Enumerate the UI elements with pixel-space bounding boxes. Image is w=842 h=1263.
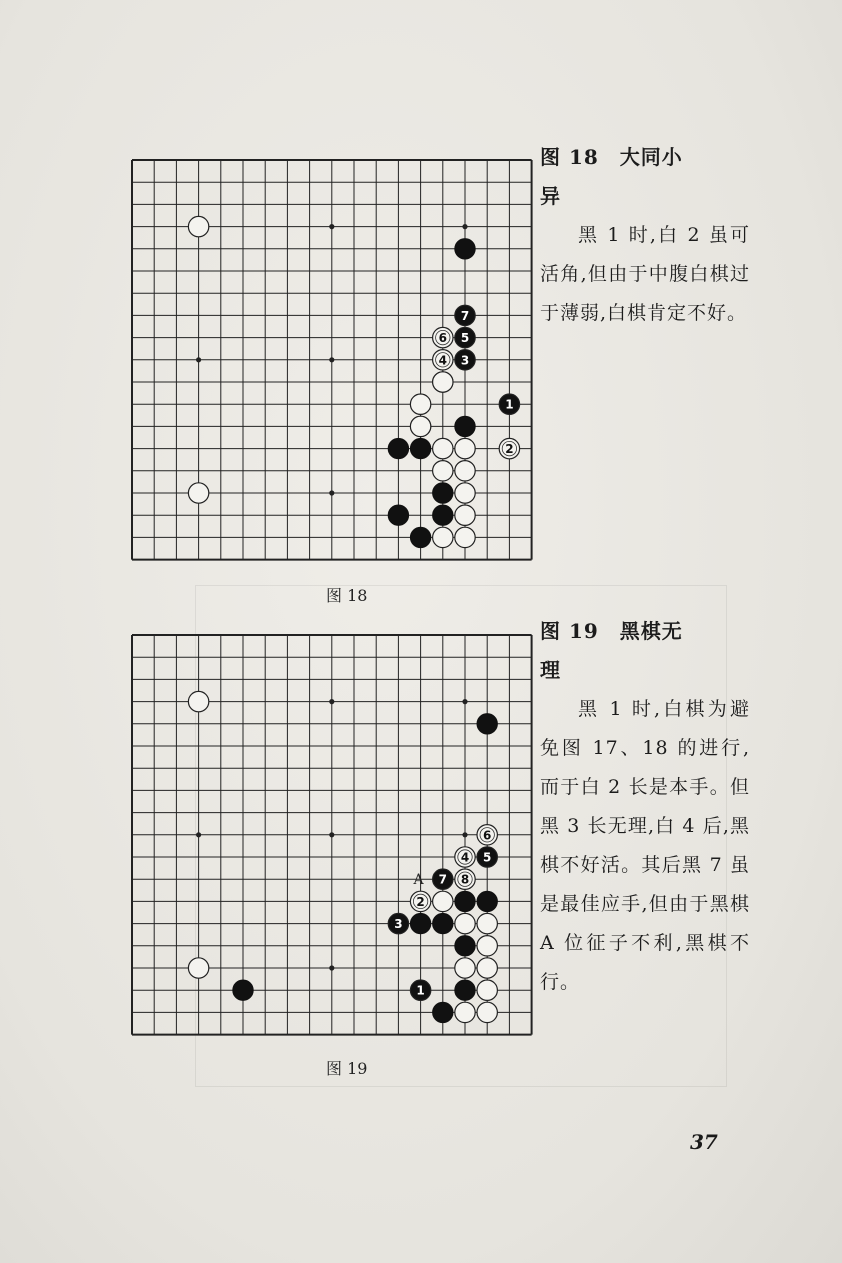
black-stone (477, 714, 497, 734)
black-stone-numbered (477, 847, 497, 867)
star-point (329, 832, 334, 837)
white-stone (433, 461, 453, 481)
star-point (329, 224, 334, 229)
black-stone (410, 913, 430, 933)
black-stone-numbered (455, 327, 475, 347)
go-board-figure-19 (120, 625, 540, 1045)
black-stone (433, 1002, 453, 1022)
black-stone (477, 891, 497, 911)
black-stone-numbered (388, 913, 408, 933)
black-stone (233, 980, 253, 1000)
figure-19-title: 图 19 黑棋无 理 (540, 619, 683, 682)
white-stone (433, 891, 453, 911)
figure-19-text (540, 612, 750, 1002)
white-stone (410, 394, 430, 414)
black-stone (410, 438, 430, 458)
white-stone (455, 483, 475, 503)
figure-19-body: 黑 1 时,白棋为避免图 17、18 的进行,而于白 2 长是本手。但黑 3 长无理,白 4 后,黑棋不好活。其后黑 7 虽是最佳应手,但由于黑棋 A 位征子不利,黑棋不行。 (540, 698, 750, 993)
black-stone (433, 483, 453, 503)
black-stone (388, 438, 408, 458)
white-stone (455, 1002, 475, 1022)
black-stone (433, 505, 453, 525)
black-stone-numbered (455, 305, 475, 325)
move-number: 4 (460, 850, 470, 865)
black-stone (455, 980, 475, 1000)
move-number: 5 (483, 850, 492, 865)
figure-18-body: 黑 1 时,白 2 虽可活角,但由于中腹白棋过于薄弱,白棋肯定不好。 (540, 224, 750, 324)
star-point (462, 224, 467, 229)
star-point (329, 357, 334, 362)
move-number: 3 (394, 917, 403, 932)
move-number: 1 (505, 397, 514, 412)
star-point (196, 832, 201, 837)
move-number: 2 (416, 894, 425, 909)
black-stone (455, 416, 475, 436)
white-stone (455, 438, 475, 458)
move-number: 6 (483, 828, 492, 843)
figure-19-caption: 图 19 (326, 1059, 368, 1078)
white-stone (433, 438, 453, 458)
move-number: 3 (460, 353, 470, 368)
white-stone (410, 416, 430, 436)
white-stone-numbered (433, 350, 453, 370)
white-stone (455, 958, 475, 978)
white-stone (455, 505, 475, 525)
move-number: 8 (460, 872, 470, 887)
white-stone (477, 958, 497, 978)
star-point (329, 699, 334, 704)
white-stone (477, 1002, 497, 1022)
white-stone (455, 913, 475, 933)
white-stone (477, 936, 497, 956)
black-stone (410, 527, 430, 547)
move-number: 2 (505, 442, 514, 457)
white-stone (455, 461, 475, 481)
star-point (329, 490, 334, 495)
figure-18-caption: 图 18 (326, 586, 368, 605)
figure-18-title: 图 18 大同小 异 (540, 145, 683, 208)
move-number: 7 (460, 308, 470, 323)
page-number: 37 (690, 1130, 718, 1154)
white-stone-numbered (499, 438, 519, 458)
black-stone (455, 936, 475, 956)
move-number: 1 (416, 983, 425, 998)
star-point (462, 832, 467, 837)
black-stone (388, 505, 408, 525)
black-stone (433, 913, 453, 933)
white-stone (433, 527, 453, 547)
move-number: 4 (438, 353, 447, 368)
white-stone (477, 913, 497, 933)
white-stone (455, 527, 475, 547)
figure-18-text (540, 138, 750, 333)
black-stone (455, 239, 475, 259)
move-number: 7 (438, 872, 447, 887)
star-point (329, 965, 334, 970)
black-stone-numbered (499, 394, 519, 414)
white-stone-numbered (455, 847, 475, 867)
black-stone-numbered (410, 980, 430, 1000)
white-stone-numbered (477, 825, 497, 845)
move-number: 5 (460, 331, 470, 346)
star-point (462, 699, 467, 704)
white-stone (433, 372, 453, 392)
white-stone-numbered (433, 327, 453, 347)
black-stone (455, 891, 475, 911)
white-stone (188, 216, 208, 236)
white-stone (188, 483, 208, 503)
white-stone-numbered (410, 891, 430, 911)
black-stone-numbered (455, 350, 475, 370)
white-stone (477, 980, 497, 1000)
move-number: 6 (438, 331, 447, 346)
go-board-figure-18 (120, 150, 540, 570)
white-stone (188, 691, 208, 711)
star-point (196, 357, 201, 362)
point-label: A (413, 872, 424, 889)
black-stone-numbered (433, 869, 453, 889)
white-stone-numbered (455, 869, 475, 889)
white-stone (188, 958, 208, 978)
